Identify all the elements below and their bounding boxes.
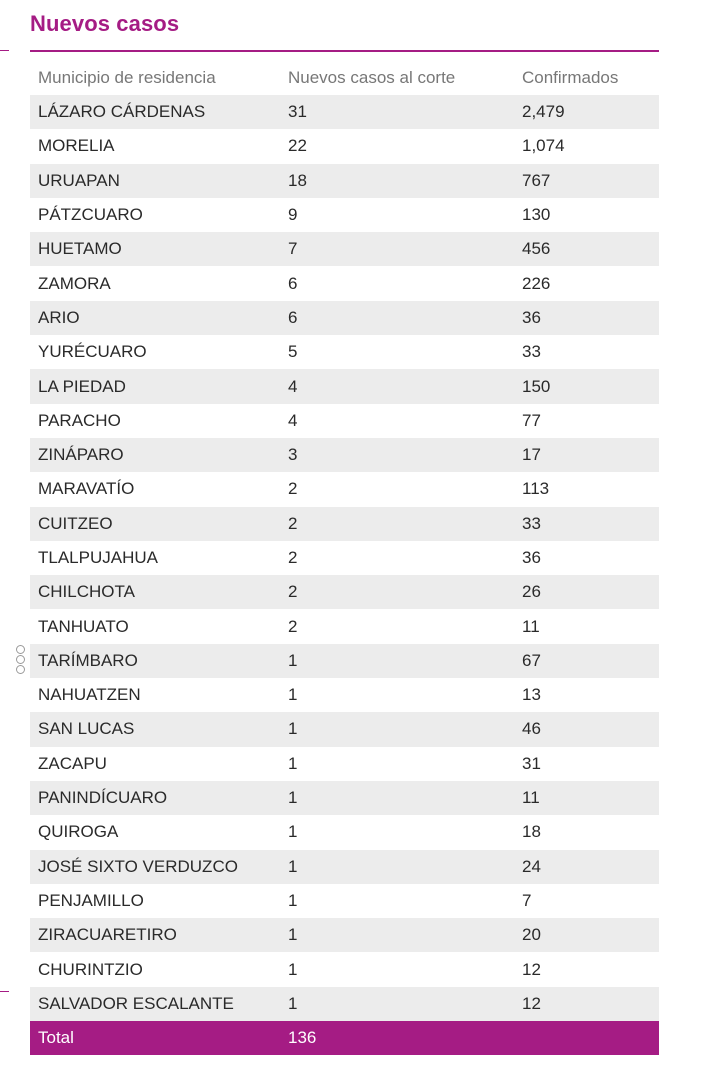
table-row [30,678,659,712]
table-row [30,507,659,541]
table-row [30,815,659,849]
cell-municipio: TLALPUJAHUA [38,548,158,567]
cell-confirmados: 33 [522,342,541,362]
cell-nuevos-casos: 5 [288,342,298,362]
cell-nuevos-casos: 2 [288,513,298,533]
cell-confirmados: 33 [522,513,541,533]
table-row [30,129,659,163]
cell-municipio: PANINDÍCUARO [38,788,168,808]
cell-nuevos-casos: 1 [288,856,298,876]
cell-nuevos-casos: 1 [288,685,298,705]
left-accent-mark-top [0,50,9,51]
cell-nuevos-casos: 3 [288,445,298,465]
cell-confirmados: 11 [522,788,540,808]
table-row [30,781,659,815]
cell-municipio: PENJAMILLO [38,890,144,910]
page-title: Nuevos casos [30,11,180,36]
header-nuevos-casos: Nuevos casos al corte [288,68,456,87]
cell-confirmados: 24 [522,856,541,876]
table-row [30,232,659,266]
table-row [30,918,659,952]
table-row [30,747,659,781]
table-row [30,575,659,609]
table-row [30,266,659,300]
cell-nuevos-casos: 1 [288,890,298,910]
cell-nuevos-casos: 1 [288,753,298,773]
cell-nuevos-casos: 1 [288,925,298,945]
cell-confirmados: 7 [522,890,532,910]
table-row [30,438,659,472]
cell-confirmados: 20 [522,925,541,945]
cell-municipio: ZINÁPARO [38,445,124,465]
cell-confirmados: 26 [522,582,541,602]
cell-municipio: JOSÉ SIXTO VERDUZCO [38,856,238,876]
cell-confirmados: 13 [522,685,541,705]
cell-nuevos-casos: 1 [288,959,298,979]
cell-confirmados: 46 [522,719,541,739]
cell-municipio: MORELIA [38,136,115,156]
cell-confirmados: 456 [522,239,551,259]
cell-municipio: ARIO [38,307,80,327]
cell-confirmados: 12 [522,959,541,979]
cell-municipio: QUIROGA [38,822,119,842]
cell-municipio: TARÍMBARO [38,650,138,670]
cell-confirmados: 31 [522,753,541,773]
cell-municipio: ZACAPU [38,753,107,773]
cell-confirmados: 36 [522,307,541,327]
cell-confirmados: 2,479 [522,102,565,122]
cases-table [30,61,659,1055]
drag-handle-dot [16,645,25,654]
table-row [30,301,659,335]
cell-municipio: SAN LUCAS [38,719,135,739]
cell-nuevos-casos: 1 [288,788,298,808]
cell-nuevos-casos: 2 [288,479,298,499]
cell-confirmados: 12 [522,993,541,1013]
table-row [30,884,659,918]
title-divider [30,50,659,52]
cell-confirmados: 17 [522,445,541,465]
cell-municipio: PÁTZCUARO [38,205,143,225]
cell-nuevos-casos: 9 [288,205,298,225]
cell-nuevos-casos: 1 [288,822,298,842]
cell-confirmados: 226 [522,273,551,293]
cell-nuevos-casos: 1 [288,719,298,739]
cell-nuevos-casos: 4 [288,376,298,396]
table-row [30,164,659,198]
table-row [30,850,659,884]
cell-nuevos-casos: 4 [288,410,298,430]
cell-municipio: PARACHO [38,410,121,430]
cell-nuevos-casos: 2 [288,548,298,567]
table-row [30,335,659,369]
cell-municipio: HUETAMO [38,239,122,259]
table-row [30,712,659,746]
cell-confirmados: 18 [522,822,541,842]
drag-handle-dot [16,665,25,674]
cell-confirmados: 150 [522,376,551,396]
table-row [30,987,659,1021]
cell-municipio: MARAVATÍO [38,479,135,499]
cell-municipio: YURÉCUARO [38,342,147,362]
left-accent-mark-bottom [0,991,9,992]
table-row [30,404,659,438]
table-header-row [30,61,659,95]
cell-municipio: ZAMORA [38,273,111,293]
cell-confirmados: 767 [522,170,551,190]
cell-confirmados: 67 [522,650,541,670]
table-row [30,369,659,403]
drag-handle-dot [16,655,25,664]
table-row [30,952,659,986]
cell-confirmados: 36 [522,548,541,567]
cell-confirmados: 130 [522,205,551,225]
cell-municipio: SALVADOR ESCALANTE [38,993,234,1013]
cell-nuevos-casos: 6 [288,273,298,293]
cell-nuevos-casos: 1 [288,650,298,670]
cell-municipio: CHURINTZIO [38,959,143,979]
table-row [30,472,659,506]
drag-handle-icon[interactable] [16,645,26,674]
cell-nuevos-casos: 22 [288,136,307,156]
cell-nuevos-casos: 18 [288,170,307,190]
header-municipio: Municipio de residencia [38,68,216,87]
cell-municipio: ZIRACUARETIRO [38,925,177,945]
total-label: Total [38,1028,74,1048]
cell-nuevos-casos: 1 [288,993,298,1013]
total-row [30,1021,659,1055]
cell-municipio: URUAPAN [38,170,120,190]
cell-municipio: NAHUATZEN [38,685,141,705]
table-row [30,609,659,643]
cell-municipio: LÁZARO CÁRDENAS [38,102,206,122]
table-row [30,95,659,129]
cell-nuevos-casos: 2 [288,616,298,636]
cell-confirmados: 77 [522,410,541,430]
table-row [30,198,659,232]
cell-confirmados: 1,074 [522,136,565,156]
total-value: 136 [288,1028,317,1048]
cell-municipio: LA PIEDAD [38,376,126,396]
cell-confirmados: 11 [522,616,540,636]
header-confirmados: Confirmados [522,68,619,87]
cell-confirmados: 113 [522,479,550,499]
cell-municipio: CHILCHOTA [38,582,135,602]
cell-municipio: CUITZEO [38,513,113,533]
cell-nuevos-casos: 6 [288,307,298,327]
table-row [30,541,659,575]
table-row [30,644,659,678]
cell-nuevos-casos: 2 [288,582,298,602]
cell-nuevos-casos: 7 [288,239,298,259]
cell-nuevos-casos: 31 [288,102,307,122]
cell-municipio: TANHUATO [38,616,129,636]
